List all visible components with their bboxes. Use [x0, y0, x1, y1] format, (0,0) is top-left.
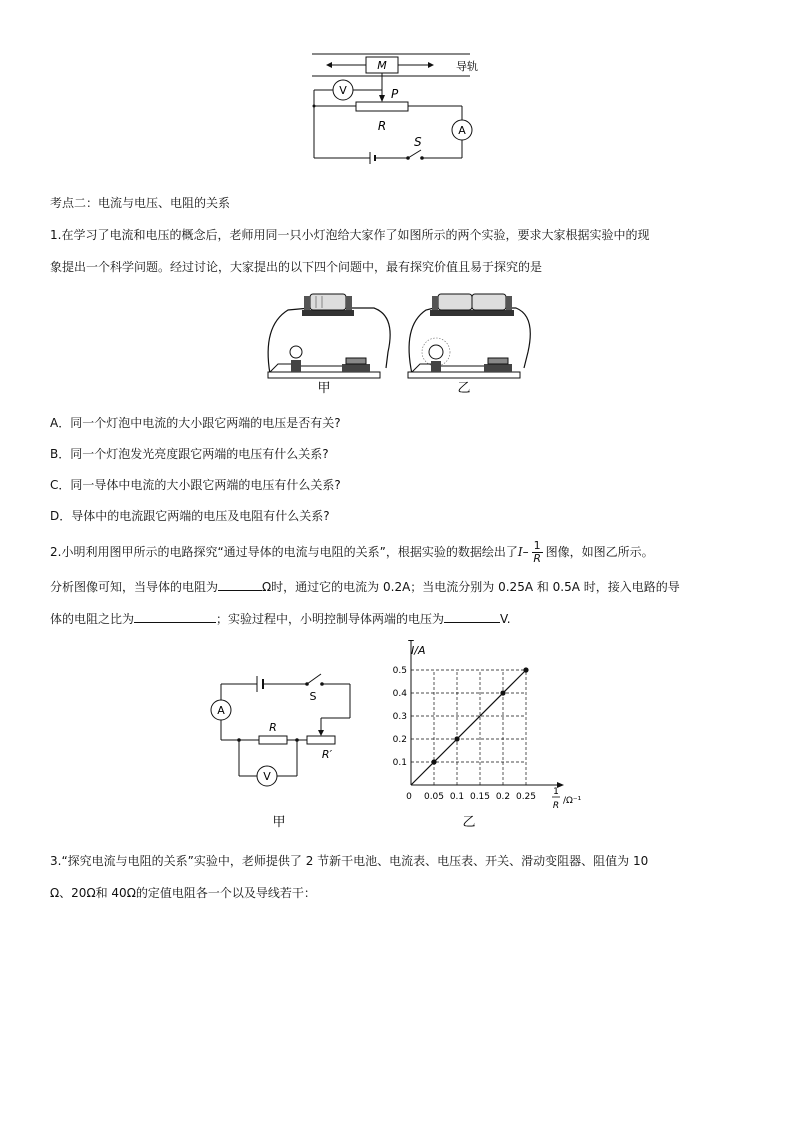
- q1-stem-line2: 象提出一个科学问题。经过讨论，大家提出的以下四个问题中，最有探究价值且易于探究的是: [50, 260, 543, 274]
- q2-line2-text-a: 分析图像可知，当导体的电阻为: [50, 580, 219, 594]
- q2-stem-line2: [50, 578, 680, 596]
- q1-figure-label-yi: 乙: [457, 381, 471, 396]
- top-circuit-diagram: [300, 48, 500, 168]
- blank-resistance-ratio[interactable]: [134, 610, 216, 623]
- slider-label: M: [377, 59, 387, 72]
- q2-line3-text-a: 体的电阻之比为: [50, 612, 135, 626]
- blank-resistance[interactable]: [218, 578, 262, 591]
- chart-x-label-unit: /Ω⁻¹: [563, 796, 582, 806]
- voltmeter-symbol: V: [339, 84, 347, 97]
- q1-experiment-figure: [258, 286, 536, 398]
- q2-line2-text-b: Ω时，通过它的电流为 0.2A；当电流分别为 0.25A 和 0.5A 时，接入电路的导: [262, 580, 680, 594]
- y-tick-label: 0.5: [392, 666, 407, 676]
- q1-option-c: C．同一导体中电流的大小跟它两端的电压有什么关系?: [50, 478, 341, 492]
- y-axis-arrow: [408, 640, 414, 641]
- q1-figure-label-jia: 甲: [317, 381, 331, 396]
- q1-option-a: A．同一个灯泡中电流的大小跟它两端的电压是否有关?: [50, 416, 341, 430]
- q2-circuit-diagram: [205, 666, 365, 831]
- q1-option-b: B．同一个灯泡发光亮度跟它两端的电压有什么关系?: [50, 447, 329, 461]
- y-tick-label: 0.3: [392, 712, 407, 722]
- q2-fraction: [532, 540, 543, 565]
- q2-figure-label-yi: 乙: [462, 815, 476, 830]
- switch-label: S: [414, 135, 422, 149]
- x-tick-label: 0.05: [423, 792, 445, 802]
- chart-origin-label: 0: [406, 792, 412, 802]
- q2-line1-i: I: [517, 545, 523, 559]
- chart-x-label-den: R: [552, 801, 560, 811]
- q2-frac-num: 1: [533, 539, 541, 552]
- q2-stem-line1: [50, 538, 654, 566]
- section-heading: 考点二：电流与电压、电阻的关系: [50, 196, 231, 210]
- resistor-label: R: [377, 119, 387, 133]
- q2-line1-text-b: 图像，如图乙所示。: [545, 545, 654, 559]
- q2-switch-label: S: [309, 690, 317, 703]
- x-tick-label: 0.15: [469, 792, 491, 802]
- q2-line3-text-b: ；实验过程中，小明控制导体两端的电压为: [216, 612, 445, 626]
- q2-stem-line3: [50, 610, 511, 628]
- q2-line1-text-a: 2.小明利用图甲所示的电路探究“通过导体的电流与电阻的关系”，根据实验的数据绘出了: [50, 545, 518, 559]
- series-line: [411, 670, 526, 785]
- chart-y-axis-label: I/A: [411, 644, 426, 657]
- q1-stem-line1: 1.在学习了电流和电压的概念后，老师用同一只小灯泡给大家作了如图所示的两个实验，要求大家根据实验中的现: [50, 228, 650, 242]
- chart-x-label-num: 1: [553, 787, 559, 797]
- chart-series: [411, 667, 529, 785]
- x-tick-label: 0.25: [515, 792, 537, 802]
- data-point: [431, 759, 436, 764]
- pointer-label: P: [391, 87, 399, 101]
- q2-voltmeter-symbol: V: [263, 770, 271, 783]
- q2-rheostat-label: R′: [321, 748, 333, 761]
- data-point: [454, 736, 459, 741]
- y-tick-label: 0.4: [392, 689, 407, 699]
- blank-voltage[interactable]: [444, 610, 500, 623]
- x-tick-label: 0.2: [495, 792, 511, 802]
- q2-figure-label-jia: 甲: [272, 815, 286, 830]
- ammeter-symbol: A: [458, 124, 466, 137]
- rail-label: 导轨: [456, 60, 478, 73]
- q3-stem-line2: Ω、20Ω和 40Ω的定值电阻各一个以及导线若干：: [50, 886, 316, 900]
- y-tick-label: 0.1: [392, 758, 407, 768]
- x-tick-label: 0.1: [449, 792, 465, 802]
- data-point: [523, 667, 528, 672]
- q2-ammeter-symbol: A: [217, 704, 225, 717]
- data-point: [500, 690, 505, 695]
- q1-option-d: D．导体中的电流跟它两端的电压及电阻有什么关系?: [50, 509, 330, 523]
- q2-resistor-label: R: [269, 721, 277, 734]
- q2-i-vs-inverse-r-chart: [385, 640, 595, 832]
- q2-frac-den: R: [533, 552, 541, 565]
- q2-line1-dash: –: [522, 545, 529, 559]
- q3-stem-line1: 3.“探究电流与电阻的关系”实验中，老师提供了 2 节新干电池、电流表、电压表、开关、滑动变阻器、阻值为 10: [50, 854, 649, 868]
- chart-axes: [408, 640, 564, 788]
- y-tick-label: 0.2: [392, 735, 407, 745]
- q2-line3-text-c: V.: [500, 612, 511, 626]
